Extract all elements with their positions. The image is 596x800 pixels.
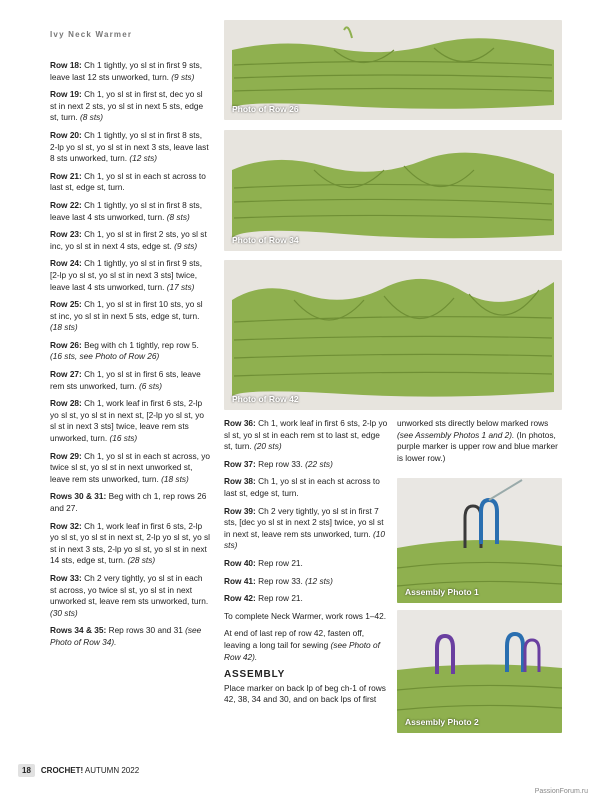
photo-row-26	[224, 20, 562, 120]
instruction-row: Row 41: Rep row 33. (12 sts)	[224, 575, 333, 586]
caption-assembly-2: Assembly Photo 2	[405, 717, 479, 727]
assembly-continued: unworked sts directly below marked rows (see Assembly Photos 1 and 2). (In photos, purple marker is upper row and blue marker is lower row.)	[397, 418, 558, 463]
photo-row-42	[224, 260, 562, 410]
instruction-row: Row 42: Rep row 21.	[224, 593, 303, 604]
caption-row-34: Photo of Row 34	[232, 235, 299, 245]
instructions-column-2	[224, 418, 390, 712]
caption-row-42: Photo of Row 42	[232, 394, 299, 404]
instruction-row: Row 33: Ch 2 very tightly, yo sl st in each st across, yo twice sl st, yo sl st in next unworked st, leave rem sts unworked, turn. (30 sts)	[50, 572, 209, 618]
instruction-row: Row 19: Ch 1, yo sl st in first st, dec yo sl st in next 2 sts, yo sl st in next 5 sts, edge st, turn. (8 sts)	[50, 89, 204, 123]
assembly-heading: ASSEMBLY	[224, 669, 286, 681]
assembly-photo-1	[397, 478, 562, 603]
instruction-row: Row 25: Ch 1, yo sl st in first 10 sts, yo sl st inc, yo sl st in next 5 sts, edge st, turn. (18 sts)	[50, 299, 203, 333]
instruction-row: Row 23: Ch 1, yo sl st in first 2 sts, yo sl st inc, yo sl st in next 4 sts, edge st. (9 sts)	[50, 229, 207, 251]
caption-assembly-1: Assembly Photo 1	[405, 587, 479, 597]
instructions-column-1	[50, 60, 210, 655]
instruction-row: Row 38: Ch 1, yo sl st in each st across to last st, edge st, turn.	[224, 476, 380, 498]
instruction-row: To complete Neck Warmer, work rows 1–42.	[224, 610, 386, 621]
instruction-row: Row 28: Ch 1, work leaf in first 6 sts, 2-lp yo sl st, yo sl st in next st, [2-lp yo sl st, yo sl st in next 3 sts] twice, leave rem sts unworked, turn. (16 sts)	[50, 398, 205, 444]
watermark: PassionForum.ru	[534, 788, 588, 795]
instruction-row: Row 29: Ch 1, yo sl st in each st across, yo twice sl st, yo sl st in next unworked st, leave rem sts unworked, turn. (18 sts)	[50, 450, 211, 484]
instruction-row: Row 40: Rep row 21.	[224, 557, 303, 568]
instruction-row: Row 24: Ch 1 tightly, yo sl st in first 9 sts, [2-lp yo sl st, yo sl st in next 3 sts] twice, leave last 4 sts unworked, turn. (17 sts)	[50, 258, 202, 292]
running-header: Ivy Neck Warmer	[50, 30, 133, 39]
instruction-row: Row 39: Ch 2 very tightly, yo sl st in first 7 sts, [dec yo sl st in next 2 sts] twice, yo sl st in next st, leave rem sts unworked, turn. (10 sts)	[224, 505, 385, 551]
page-number: 18	[18, 764, 35, 777]
instruction-row: Row 22: Ch 1 tightly, yo sl st in first 8 sts, leave last 4 sts unworked, turn. (8 sts)	[50, 199, 202, 222]
instruction-row: Row 27: Ch 1, yo sl st in first 6 sts, leave rem sts unworked, turn. (6 sts)	[50, 369, 201, 391]
instruction-row: At end of last rep of row 42, fasten off, leaving a long tail for sewing (see Photo of Row 42).	[224, 628, 380, 662]
instruction-row: Row 37: Rep row 33. (22 sts)	[224, 458, 333, 469]
instruction-row: Rows 34 & 35: Rep rows 30 and 31 (see Photo of Row 34).	[50, 625, 202, 647]
instruction-row: Row 18: Ch 1 tightly, yo sl st in first 9 sts, leave last 12 sts unworked, turn. (9 sts)	[50, 60, 202, 82]
photo-row-34	[224, 130, 562, 251]
instruction-row: Row 32: Ch 1, work leaf in first 6 sts, 2-lp yo sl st, yo sl st in next st, 2-lp yo sl st, yo sl st in next 3 sts, 2-lp yo sl st, yo sl st in next 14 sts, edge st, turn. (28 sts)	[50, 520, 210, 566]
instructions-column-3	[397, 418, 562, 470]
assembly-photo-2	[397, 610, 562, 733]
instruction-row: Row 36: Ch 1, work leaf in first 6 sts, 2-lp yo sl st, yo sl st in each rem st to last st, edge st, turn. (20 sts)	[224, 418, 388, 452]
assembly-text: Place marker on back lp of beg ch-1 of rows 42, 38, 34 and 30, and on back lps of first	[224, 682, 386, 705]
instruction-row: Row 26: Beg with ch 1 tightly, rep row 5. (16 sts, see Photo of Row 26)	[50, 339, 199, 362]
instruction-row: Rows 30 & 31: Beg with ch 1, rep rows 26 and 27.	[50, 491, 207, 513]
caption-row-26: Photo of Row 26	[232, 104, 299, 114]
page-footer	[18, 764, 139, 777]
instruction-row: Row 20: Ch 1 tightly, yo sl st in first 8 sts, 2-lp yo sl st, yo sl st in next 3 sts, leave last 8 sts unworked, turn. (12 sts)	[50, 129, 209, 164]
magazine-name: CROCHET! AUTUMN 2022	[40, 766, 140, 775]
instruction-row: Row 21: Ch 1, yo sl st in each st across to last st, edge st, turn.	[50, 170, 206, 193]
